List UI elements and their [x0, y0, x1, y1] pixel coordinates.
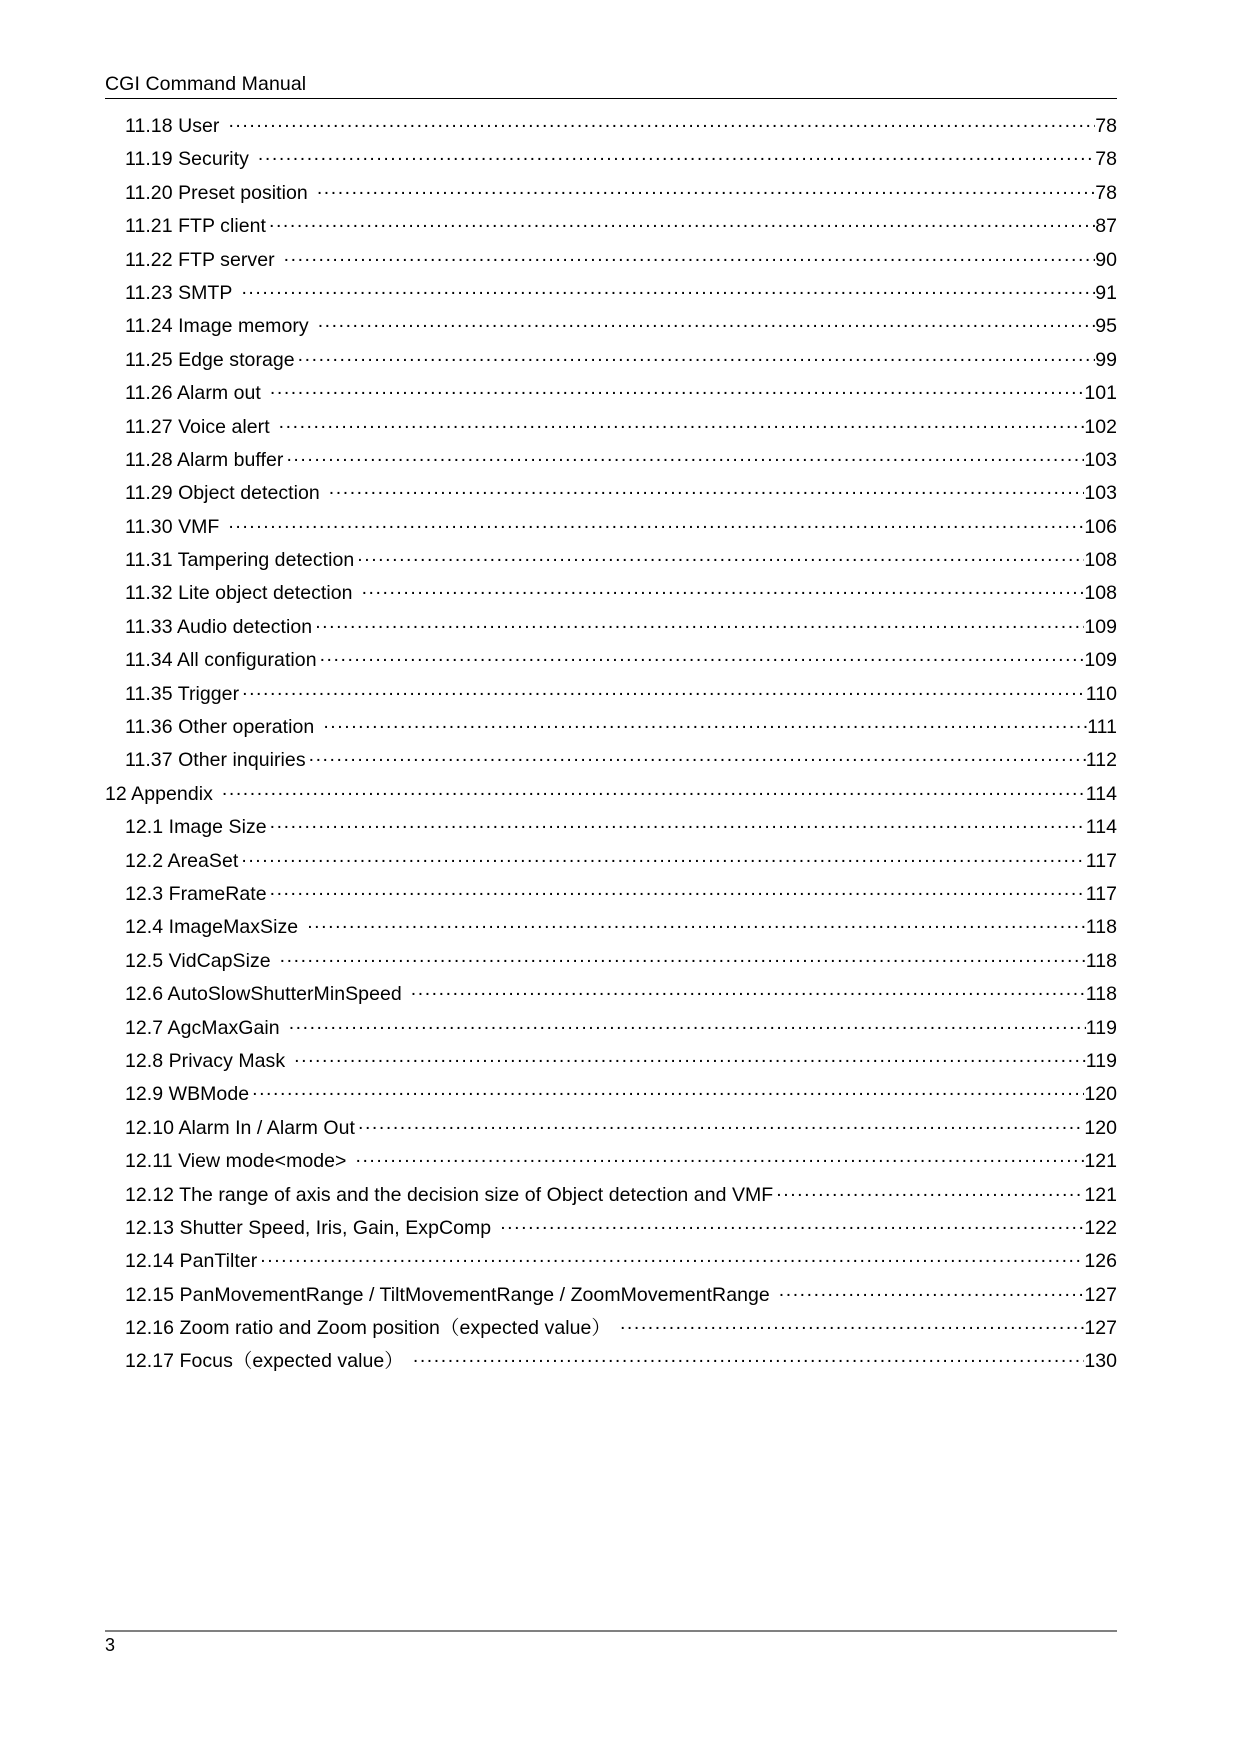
- toc-entry[interactable]: [105, 1112, 1117, 1145]
- toc-entry-label: 11.24 Image memory: [125, 315, 309, 338]
- toc-entry[interactable]: [105, 978, 1117, 1011]
- toc-entry-page-number: 118: [1085, 983, 1117, 1006]
- toc-entry-label: 11.18 User: [125, 115, 220, 137]
- toc-leader-dots: [620, 1318, 1084, 1338]
- toc-entry-label: 12.11 View mode<mode>: [125, 1150, 347, 1173]
- toc-leader-dots: [357, 550, 1084, 570]
- toc-entry-page-number: 78: [1095, 115, 1117, 137]
- toc-entry[interactable]: [105, 778, 1117, 811]
- toc-entry[interactable]: [105, 845, 1117, 878]
- toc-leader-dots: [260, 1251, 1084, 1271]
- toc-entry-page-number: 120: [1084, 1116, 1117, 1139]
- toc-entry[interactable]: [105, 244, 1117, 277]
- toc-leader-dots: [315, 617, 1084, 637]
- toc-leader-dots: [269, 216, 1095, 236]
- toc-entry-label: 12.5 VidCapSize: [125, 949, 271, 972]
- toc-leader-dots: [323, 717, 1087, 737]
- toc-entry-page-number: 127: [1084, 1283, 1117, 1306]
- toc-entry-label: 11.30 VMF: [125, 515, 220, 538]
- toc-entry-page-number: 119: [1085, 1016, 1117, 1039]
- toc-entry-page-number: 114: [1085, 816, 1117, 839]
- toc-entry[interactable]: [105, 577, 1117, 610]
- toc-entry[interactable]: [105, 878, 1117, 911]
- toc-entry[interactable]: [105, 1045, 1117, 1078]
- toc-entry-page-number: 99: [1095, 348, 1117, 371]
- toc-entry[interactable]: [105, 444, 1117, 477]
- toc-entry-page-number: 121: [1084, 1183, 1117, 1206]
- toc-entry[interactable]: [105, 711, 1117, 744]
- toc-entry-label: 11.29 Object detection: [125, 482, 320, 505]
- toc-entry-label: 11.25 Edge storage: [125, 348, 295, 371]
- toc-entry[interactable]: [105, 1212, 1117, 1245]
- toc-entry-label: 12.4 ImageMaxSize: [125, 916, 299, 939]
- toc-leader-dots: [362, 583, 1085, 603]
- toc-leader-dots: [252, 1084, 1084, 1104]
- toc-entry-label: 12.9 WBMode: [125, 1083, 250, 1106]
- toc-entry[interactable]: [105, 277, 1117, 310]
- toc-entry-page-number: 95: [1095, 315, 1117, 338]
- toc-entry-page-number: 106: [1084, 515, 1117, 538]
- toc-entry-page-number: 114: [1085, 782, 1117, 805]
- toc-entry[interactable]: [105, 678, 1117, 711]
- toc-entry-label: 11.33 Audio detection: [125, 615, 313, 638]
- toc-entry[interactable]: [105, 344, 1117, 377]
- toc-entry-page-number: 78: [1095, 181, 1117, 204]
- toc-leader-dots: [318, 316, 1096, 336]
- toc-leader-dots: [329, 483, 1085, 503]
- toc-entry-label: 12.17 Focus（expected value）: [125, 1350, 404, 1373]
- toc-entry-page-number: 109: [1084, 649, 1117, 672]
- toc-entry[interactable]: [105, 110, 1117, 143]
- toc-leader-dots: [776, 1185, 1084, 1205]
- toc-entry[interactable]: [105, 644, 1117, 677]
- toc-entry-page-number: 78: [1095, 148, 1117, 171]
- toc-entry[interactable]: [105, 143, 1117, 176]
- toc-entry-label: 11.28 Alarm buffer: [125, 448, 284, 471]
- toc-entry[interactable]: [105, 411, 1117, 444]
- toc-leader-dots: [228, 116, 1095, 136]
- toc-entry-label: 12 Appendix: [105, 782, 213, 805]
- toc-leader-dots: [279, 417, 1085, 437]
- toc-entry[interactable]: [105, 911, 1117, 944]
- toc-entry[interactable]: [105, 511, 1117, 544]
- toc-leader-dots: [355, 1151, 1084, 1171]
- toc-leader-dots: [317, 183, 1095, 203]
- toc-leader-dots: [411, 984, 1086, 1004]
- toc-entry-page-number: 126: [1084, 1250, 1117, 1273]
- toc-leader-dots: [241, 283, 1095, 303]
- toc-entry-label: 12.2 AreaSet: [125, 849, 239, 872]
- toc-leader-dots: [286, 450, 1084, 470]
- toc-entry[interactable]: [105, 1279, 1117, 1312]
- page-footer: [105, 1630, 1117, 1657]
- toc-entry-page-number: 118: [1085, 916, 1117, 939]
- toc-entry-label: 11.27 Voice alert: [125, 415, 270, 438]
- toc-entry-page-number: 91: [1095, 281, 1117, 304]
- toc-leader-dots: [413, 1351, 1084, 1371]
- toc-leader-dots: [270, 884, 1086, 904]
- toc-leader-dots: [309, 750, 1086, 770]
- toc-entry-page-number: 108: [1084, 549, 1117, 572]
- table-of-contents: [105, 110, 1117, 1379]
- toc-leader-dots: [258, 149, 1095, 169]
- toc-leader-dots: [294, 1051, 1086, 1071]
- toc-entry-page-number: 103: [1084, 448, 1117, 471]
- toc-entry-page-number: 117: [1085, 882, 1117, 905]
- toc-leader-dots: [358, 1118, 1084, 1138]
- toc-entry-label: 12.16 Zoom ratio and Zoom position（expected value）: [125, 1317, 611, 1340]
- toc-entry[interactable]: [105, 210, 1117, 243]
- toc-entry[interactable]: [105, 811, 1117, 844]
- toc-entry[interactable]: [105, 945, 1117, 978]
- toc-entry-page-number: 87: [1095, 215, 1117, 238]
- toc-entry-label: 11.26 Alarm out: [125, 382, 261, 405]
- toc-entry-label: 12.10 Alarm In / Alarm Out: [125, 1116, 355, 1139]
- document-title: CGI Command Manual: [105, 73, 307, 95]
- toc-entry-label: 12.15 PanMovementRange / TiltMovementRange / ZoomMovementRange: [125, 1283, 770, 1306]
- toc-entry-label: 11.31 Tampering detection: [125, 549, 355, 572]
- toc-entry[interactable]: [105, 1245, 1117, 1278]
- toc-entry[interactable]: [105, 1012, 1117, 1045]
- toc-entry-label: 11.34 All configuration: [125, 649, 317, 672]
- toc-entry[interactable]: [105, 1145, 1117, 1178]
- toc-entry-page-number: 118: [1085, 949, 1117, 972]
- toc-entry-label: 12.6 AutoSlowShutterMinSpeed: [125, 983, 402, 1006]
- toc-entry[interactable]: [105, 1078, 1117, 1111]
- toc-entry-label: 11.23 SMTP: [125, 281, 233, 304]
- toc-entry-label: 12.12 The range of axis and the decision size of Object detection and VMF: [125, 1183, 774, 1206]
- toc-leader-dots: [500, 1218, 1084, 1238]
- toc-leader-dots: [320, 650, 1085, 670]
- toc-leader-dots: [270, 383, 1084, 403]
- footer-page-number: 3: [105, 1635, 116, 1655]
- toc-entry[interactable]: [105, 744, 1117, 777]
- toc-entry[interactable]: [105, 177, 1117, 210]
- toc-entry[interactable]: [105, 544, 1117, 577]
- toc-leader-dots: [241, 851, 1085, 871]
- toc-entry[interactable]: [105, 310, 1117, 343]
- toc-entry-label: 12.14 PanTilter: [125, 1250, 258, 1273]
- toc-entry-label: 12.8 Privacy Mask: [125, 1049, 286, 1072]
- toc-leader-dots: [289, 1018, 1086, 1038]
- toc-leader-dots: [298, 350, 1096, 370]
- toc-entry[interactable]: [105, 1312, 1117, 1345]
- toc-entry-label: 12.7 AgcMaxGain: [125, 1016, 280, 1039]
- toc-entry-page-number: 101: [1084, 382, 1117, 405]
- toc-leader-dots: [284, 250, 1096, 270]
- toc-entry-page-number: 117: [1085, 849, 1117, 872]
- page-header: [105, 72, 1117, 99]
- toc-entry-page-number: 120: [1084, 1083, 1117, 1106]
- toc-entry-label: 11.19 Security: [125, 148, 249, 171]
- toc-leader-dots: [270, 817, 1086, 837]
- toc-entry[interactable]: [105, 1179, 1117, 1212]
- toc-entry[interactable]: [105, 611, 1117, 644]
- toc-leader-dots: [280, 951, 1086, 971]
- toc-entry[interactable]: [105, 1345, 1117, 1378]
- toc-entry-label: 11.37 Other inquiries: [125, 749, 306, 772]
- toc-entry-label: 11.20 Preset position: [125, 181, 308, 204]
- header-divider: [105, 98, 1117, 99]
- toc-entry-page-number: 112: [1085, 749, 1117, 772]
- toc-entry-page-number: 103: [1084, 482, 1117, 505]
- toc-entry-page-number: 130: [1084, 1350, 1117, 1373]
- toc-entry-label: 11.36 Other operation: [125, 716, 315, 739]
- toc-entry-label: 11.21 FTP client: [125, 215, 266, 238]
- toc-entry-page-number: 119: [1085, 1049, 1117, 1072]
- toc-entry-page-number: 108: [1084, 582, 1117, 605]
- toc-entry-page-number: 90: [1095, 248, 1117, 271]
- toc-leader-dots: [242, 684, 1086, 704]
- toc-leader-dots: [779, 1285, 1085, 1305]
- toc-entry-label: 12.3 FrameRate: [125, 882, 267, 905]
- toc-entry-label: 12.1 Image Size: [125, 816, 267, 839]
- toc-leader-dots: [307, 917, 1086, 937]
- toc-entry-label: 11.22 FTP server: [125, 248, 275, 271]
- toc-entry-page-number: 127: [1084, 1317, 1117, 1340]
- toc-entry-label: 12.13 Shutter Speed, Iris, Gain, ExpComp: [125, 1216, 492, 1239]
- toc-entry-page-number: 109: [1084, 615, 1117, 638]
- toc-entry-page-number: 111: [1087, 716, 1117, 739]
- toc-entry-page-number: 121: [1084, 1150, 1117, 1173]
- toc-entry-label: 11.32 Lite object detection: [125, 582, 353, 605]
- toc-entry[interactable]: [105, 377, 1117, 410]
- toc-leader-dots: [222, 784, 1086, 804]
- toc-entry-page-number: 110: [1085, 682, 1117, 705]
- toc-entry-page-number: 122: [1084, 1216, 1117, 1239]
- toc-entry-page-number: 102: [1084, 415, 1117, 438]
- toc-entry[interactable]: [105, 477, 1117, 510]
- toc-leader-dots: [228, 517, 1084, 537]
- toc-entry-label: 11.35 Trigger: [125, 682, 240, 705]
